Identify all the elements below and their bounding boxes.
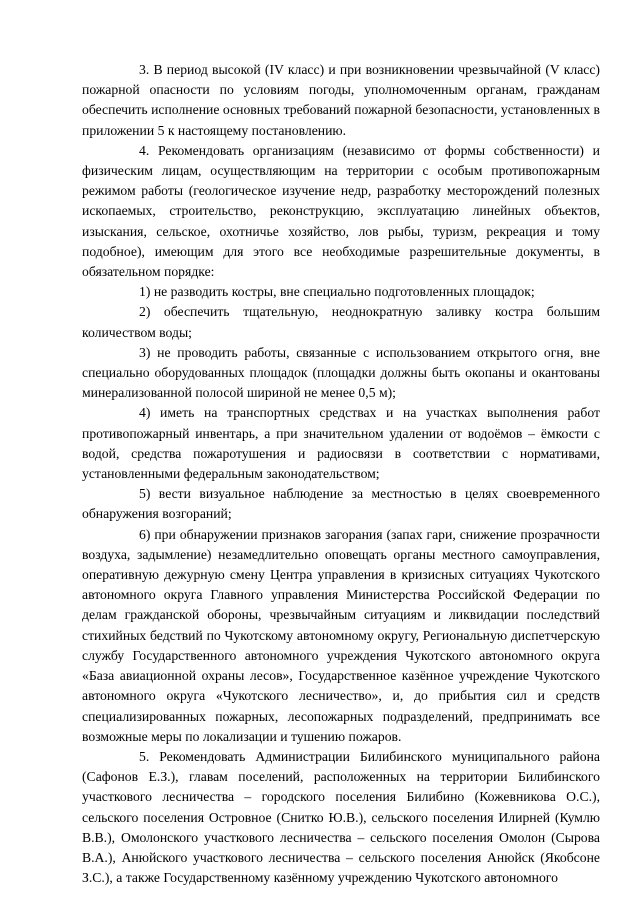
list-item-4-fire-equipment: 4) иметь на транспортных средствах и на участках выполнения работ противопожарный инвентарь, а при значительном удалении от водоёмов – ёмкости с водой, средства пожаротушения и радиосвязи в соответствии с нормативами, установленными федеральным законодательством; (82, 405, 600, 482)
list-item-5-visual-observation: 5) вести визуальное наблюдение за местностью в целях своевременного обнаружения возгораний; (82, 486, 600, 522)
list-item-3-open-fire-works: 3) не проводить работы, связанные с использованием открытого огня, вне специально оборудованных площадок (площадки должны быть окопаны и окантованы минерализованной полосой шириной не менее 0,5 м); (82, 344, 600, 401)
document-body (82, 60, 600, 888)
list-item-1-no-campfires: 1) не разводить костры, вне специально подготовленных площадок; (139, 284, 535, 300)
paragraph-3-fire-danger-requirements: 3. В период высокой (IV класс) и при возникновении чрезвычайной (V класс) пожарной опасности по условиям погоды, уполномоченным органам, гражданам обеспечить исполнение основных требований пожарной безопасности, установленных в приложении 5 к настоящему постановлению. (82, 62, 600, 138)
paragraph-4-recommendations-to-organizations: 4. Рекомендовать организациям (независимо от формы собственности) и физическим лицам, осуществляющим на территории с особым противопожарным режимом работы (геологическое изучение недр, разработку месторождений полезных ископаемых, строительство, реконструкцию, эксплуатацию линейных объектов, изыскания, сельское, охотничье хозяйство, лов рыбы, туризм, рекреация и тому подобное), имеющим для этого все необходимые разрешительные документы, в обязательном порядке: (82, 142, 600, 280)
list-item-2-extinguish-campfire: 2) обеспечить тщательную, неоднократную заливку костра большим количеством воды; (82, 304, 600, 340)
list-item-6-notify-authorities: 6) при обнаружении признаков загорания (запах гари, снижение прозрачности воздуха, задымление) незамедлительно оповещать органы местного самоуправления, оперативную дежурную смену Центра управления в кризисных ситуациях Чукотского автономного округа Главного управления Министерства Российской Федерации по делам гражданской обороны, чрезвычайным ситуациям и ликвидации последствий стихийных бедствий по Чукотскому автономному округу, Региональную диспетчерскую службу Государственного автономного учреждения Чукотского автономного округа «База авиационной охраны лесов», Государственное казённое учреждение Чукотского автономного округа «Чукотского лесничество», и, до прибытия сил и средств специализированных пожарных, лесопожарных подразделений, предпринимать все возможные меры по локализации и тушению пожаров. (82, 526, 600, 744)
paragraph-5-recommendations-to-administration: 5. Рекомендовать Администрации Билибинского муниципального района (Сафонов Е.З.), главам поселений, расположенных на территории Билибинского участкового лесничества – городского поселения Билибино (Кожевникова О.С.), сельского поселения Островное (Снитко Ю.В.), сельского поселения Илирней (Кумлю В.В.), Омолонского участкового лесничества – сельского поселения Омолон (Сырова В.А.), Анюйского участкового лесничества – сельского поселения Анюйск (Якобсоне З.С.), а также Государственному казённому учреждению Чукотского автономного (82, 748, 600, 886)
